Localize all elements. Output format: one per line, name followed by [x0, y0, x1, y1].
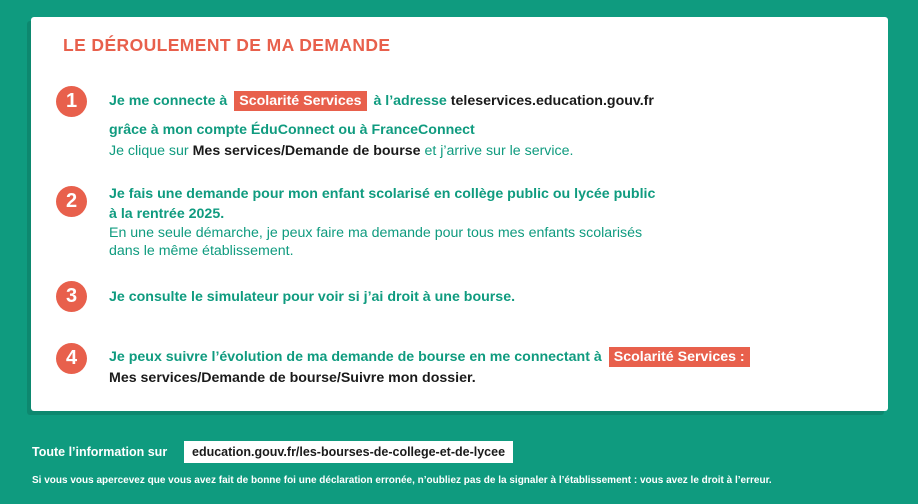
step-3-number: 3: [56, 281, 87, 312]
page-title: LE DÉROULEMENT DE MA DEMANDE: [63, 35, 391, 55]
step-2-line-2: à la rentrée 2025.: [109, 206, 225, 222]
step-4-line-1: [109, 347, 753, 367]
step-1-line-1: [109, 91, 654, 111]
step-1-text-c2: et j’arrive sur le service.: [424, 143, 574, 159]
steps-card: [31, 17, 888, 411]
step-1-menu-path: Mes services/Demande de bourse: [192, 143, 421, 159]
scolarite-services-tag: Scolarité Services: [234, 91, 366, 111]
step-1-number: 1: [56, 86, 87, 117]
step-1-text-a1: Je me connecte à: [109, 93, 228, 109]
footer-note: Si vous vous apercevez que vous avez fait de bonne foi une déclaration erronée, n’oubliez pas de la signaler à l’établissement : vous avez le droit à l’erreur.: [32, 475, 772, 486]
footer-label: Toute l’information sur: [32, 445, 168, 459]
step-2-line-4: dans le même établissement.: [109, 243, 294, 259]
step-4-text-a1: Je peux suivre l’évolution de ma demande de bourse en me connectant à: [109, 349, 602, 365]
step-3-line-1: Je consulte le simulateur pour voir si j’ai droit à une bourse.: [109, 289, 516, 305]
scolarite-services-tag-2: Scolarité Services :: [609, 347, 750, 367]
step-1-line-3: [109, 143, 573, 159]
step-1-text-a2: à l’adresse: [373, 93, 447, 109]
step-4-number: 4: [56, 343, 87, 374]
step-2-number: 2: [56, 186, 87, 217]
step-2-line-1: Je fais une demande pour mon enfant scolarisé en collège public ou lycée public: [109, 186, 656, 202]
step-1-line-2: grâce à mon compte ÉduConnect ou à FranceConnect: [109, 122, 475, 138]
footer-url-link[interactable]: education.gouv.fr/les-bourses-de-college-et-de-lycee: [184, 441, 513, 463]
step-1-text-c1: Je clique sur: [109, 143, 189, 159]
step-2-line-3: En une seule démarche, je peux faire ma demande pour tous mes enfants scolarisés: [109, 225, 643, 241]
teleservices-url: teleservices.education.gouv.fr: [450, 93, 654, 109]
step-4-line-2: Mes services/Demande de bourse/Suivre mon dossier.: [109, 370, 476, 386]
